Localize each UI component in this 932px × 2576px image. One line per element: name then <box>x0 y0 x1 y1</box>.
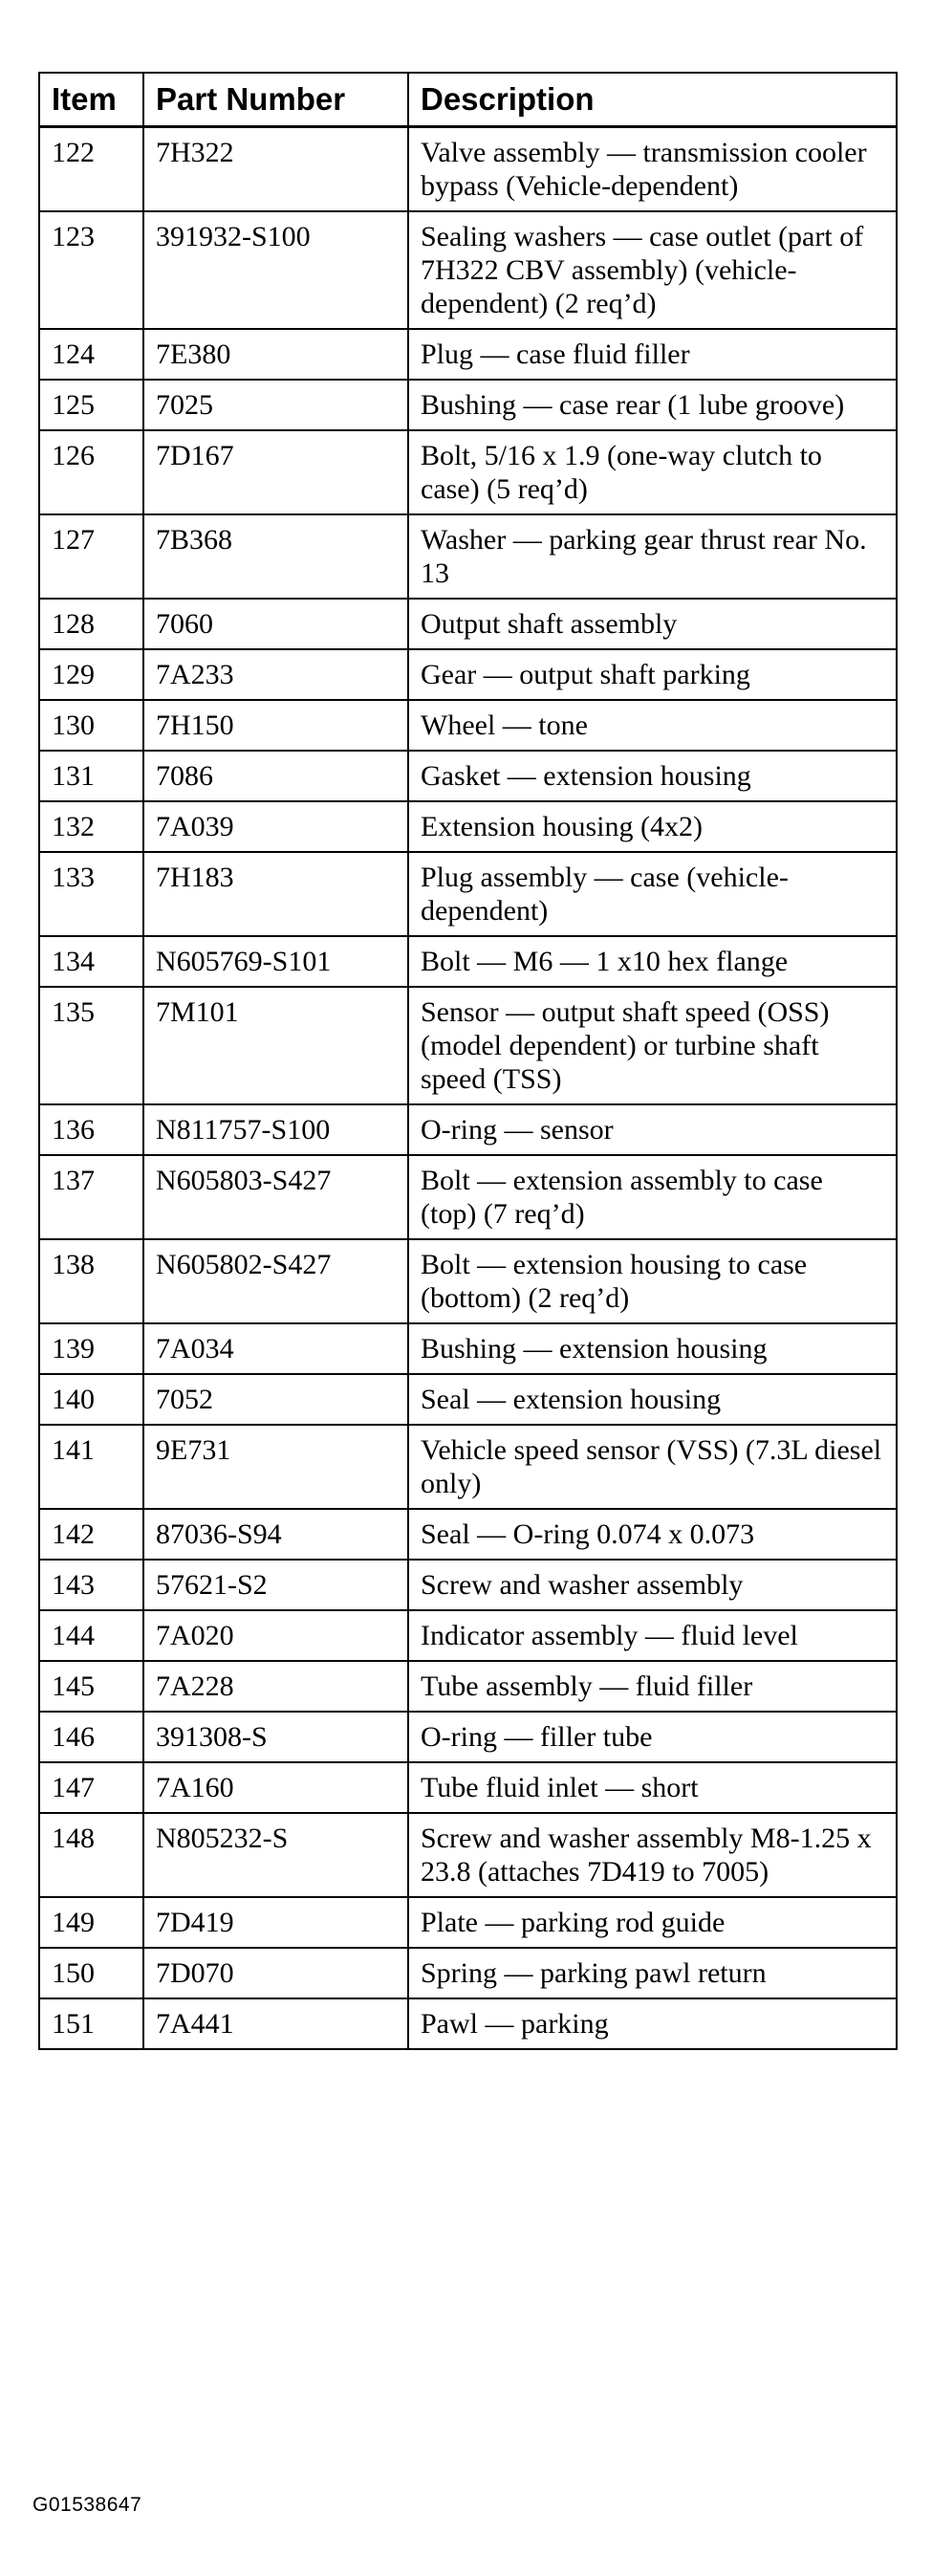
table-row <box>39 127 897 212</box>
table-row <box>39 987 897 1104</box>
table-row <box>39 1239 897 1323</box>
item-cell: 140 <box>39 1374 143 1425</box>
part-number-cell: 7D167 <box>143 430 408 514</box>
description-cell: Tube fluid inlet — short <box>408 1762 897 1813</box>
description-cell: Sensor — output shaft speed (OSS) (model dependent) or turbine shaft speed (TSS) <box>408 987 897 1104</box>
description-cell: Indicator assembly — fluid level <box>408 1610 897 1661</box>
table-row <box>39 1425 897 1509</box>
table-row <box>39 211 897 329</box>
item-cell: 150 <box>39 1948 143 1998</box>
description-cell: Bushing — extension housing <box>408 1323 897 1374</box>
part-number-cell: 7A160 <box>143 1762 408 1813</box>
item-cell: 130 <box>39 700 143 751</box>
table-row <box>39 1610 897 1661</box>
item-cell: 136 <box>39 1104 143 1155</box>
part-number-cell: 7052 <box>143 1374 408 1425</box>
table-row <box>39 649 897 700</box>
part-number-cell: 57621-S2 <box>143 1560 408 1610</box>
table-row <box>39 1813 897 1897</box>
part-number-cell: 7H322 <box>143 127 408 212</box>
item-cell: 144 <box>39 1610 143 1661</box>
part-number-cell: 391932-S100 <box>143 211 408 329</box>
description-cell: O-ring — sensor <box>408 1104 897 1155</box>
table-row <box>39 514 897 599</box>
description-cell: Plug assembly — case (vehicle-dependent) <box>408 852 897 936</box>
description-cell: Screw and washer assembly <box>408 1560 897 1610</box>
description-cell: Bolt, 5/16 x 1.9 (one-way clutch to case) (5 req’d) <box>408 430 897 514</box>
part-number-cell: 7H150 <box>143 700 408 751</box>
part-number-cell: 9E731 <box>143 1425 408 1509</box>
description-cell: Gear — output shaft parking <box>408 649 897 700</box>
item-cell: 141 <box>39 1425 143 1509</box>
part-number-cell: 7A233 <box>143 649 408 700</box>
item-cell: 127 <box>39 514 143 599</box>
table-row <box>39 751 897 801</box>
parts-table <box>38 72 898 2050</box>
item-cell: 148 <box>39 1813 143 1897</box>
header-description: Description <box>408 73 897 127</box>
item-cell: 134 <box>39 936 143 987</box>
description-cell: Extension housing (4x2) <box>408 801 897 852</box>
table-row <box>39 1323 897 1374</box>
description-cell: Spring — parking pawl return <box>408 1948 897 1998</box>
part-number-cell: 7A034 <box>143 1323 408 1374</box>
item-cell: 146 <box>39 1712 143 1762</box>
table-row <box>39 852 897 936</box>
item-cell: 135 <box>39 987 143 1104</box>
part-number-cell: 7025 <box>143 380 408 430</box>
part-number-cell: 7E380 <box>143 329 408 380</box>
item-cell: 133 <box>39 852 143 936</box>
description-cell: Plug — case fluid filler <box>408 329 897 380</box>
table-row <box>39 936 897 987</box>
part-number-cell: 7A039 <box>143 801 408 852</box>
item-cell: 145 <box>39 1661 143 1712</box>
item-cell: 124 <box>39 329 143 380</box>
description-cell: Pawl — parking <box>408 1998 897 2049</box>
description-cell: Valve assembly — transmission cooler bypass (Vehicle-dependent) <box>408 127 897 212</box>
item-cell: 125 <box>39 380 143 430</box>
description-cell: Seal — extension housing <box>408 1374 897 1425</box>
part-number-cell: N805232-S <box>143 1813 408 1897</box>
table-row <box>39 599 897 649</box>
description-cell: Washer — parking gear thrust rear No. 13 <box>408 514 897 599</box>
part-number-cell: N605802-S427 <box>143 1239 408 1323</box>
table-row <box>39 380 897 430</box>
header-part-number: Part Number <box>143 73 408 127</box>
item-cell: 147 <box>39 1762 143 1813</box>
part-number-cell: 391308-S <box>143 1712 408 1762</box>
header-item: Item <box>39 73 143 127</box>
part-number-cell: 7D419 <box>143 1897 408 1948</box>
item-cell: 131 <box>39 751 143 801</box>
table-row <box>39 1712 897 1762</box>
description-cell: Vehicle speed sensor (VSS) (7.3L diesel only) <box>408 1425 897 1509</box>
part-number-cell: 7A020 <box>143 1610 408 1661</box>
item-cell: 129 <box>39 649 143 700</box>
description-cell: Bushing — case rear (1 lube groove) <box>408 380 897 430</box>
figure-id: G01538647 <box>33 2494 142 2516</box>
description-cell: Bolt — extension housing to case (bottom) (2 req’d) <box>408 1239 897 1323</box>
table-header-row <box>39 73 897 127</box>
description-cell: O-ring — filler tube <box>408 1712 897 1762</box>
item-cell: 149 <box>39 1897 143 1948</box>
description-cell: Gasket — extension housing <box>408 751 897 801</box>
item-cell: 142 <box>39 1509 143 1560</box>
item-cell: 143 <box>39 1560 143 1610</box>
part-number-cell: N605769-S101 <box>143 936 408 987</box>
table-row <box>39 1661 897 1712</box>
item-cell: 123 <box>39 211 143 329</box>
table-row <box>39 329 897 380</box>
description-cell: Sealing washers — case outlet (part of 7H322 CBV assembly) (vehicle-dependent) (2 req’d) <box>408 211 897 329</box>
part-number-cell: N605803-S427 <box>143 1155 408 1239</box>
description-cell: Screw and washer assembly M8-1.25 x 23.8 (attaches 7D419 to 7005) <box>408 1813 897 1897</box>
item-cell: 132 <box>39 801 143 852</box>
part-number-cell: N811757-S100 <box>143 1104 408 1155</box>
description-cell: Output shaft assembly <box>408 599 897 649</box>
item-cell: 138 <box>39 1239 143 1323</box>
part-number-cell: 7B368 <box>143 514 408 599</box>
description-cell: Plate — parking rod guide <box>408 1897 897 1948</box>
description-cell: Bolt — extension assembly to case (top) (7 req’d) <box>408 1155 897 1239</box>
part-number-cell: 7D070 <box>143 1948 408 1998</box>
table-row <box>39 1155 897 1239</box>
part-number-cell: 87036-S94 <box>143 1509 408 1560</box>
part-number-cell: 7A441 <box>143 1998 408 2049</box>
part-number-cell: 7H183 <box>143 852 408 936</box>
table-row <box>39 700 897 751</box>
table-row <box>39 1948 897 1998</box>
table-row <box>39 1762 897 1813</box>
item-cell: 126 <box>39 430 143 514</box>
description-cell: Bolt — M6 — 1 x10 hex flange <box>408 936 897 987</box>
item-cell: 128 <box>39 599 143 649</box>
part-number-cell: 7060 <box>143 599 408 649</box>
item-cell: 137 <box>39 1155 143 1239</box>
part-number-cell: 7A228 <box>143 1661 408 1712</box>
description-cell: Tube assembly — fluid filler <box>408 1661 897 1712</box>
table-row <box>39 1374 897 1425</box>
table-row <box>39 1998 897 2049</box>
table-row <box>39 1509 897 1560</box>
item-cell: 122 <box>39 127 143 212</box>
table-row <box>39 1560 897 1610</box>
part-number-cell: 7086 <box>143 751 408 801</box>
item-cell: 151 <box>39 1998 143 2049</box>
item-cell: 139 <box>39 1323 143 1374</box>
description-cell: Seal — O-ring 0.074 x 0.073 <box>408 1509 897 1560</box>
table-row <box>39 1897 897 1948</box>
table-row <box>39 430 897 514</box>
table-row <box>39 801 897 852</box>
table-row <box>39 1104 897 1155</box>
part-number-cell: 7M101 <box>143 987 408 1104</box>
description-cell: Wheel — tone <box>408 700 897 751</box>
